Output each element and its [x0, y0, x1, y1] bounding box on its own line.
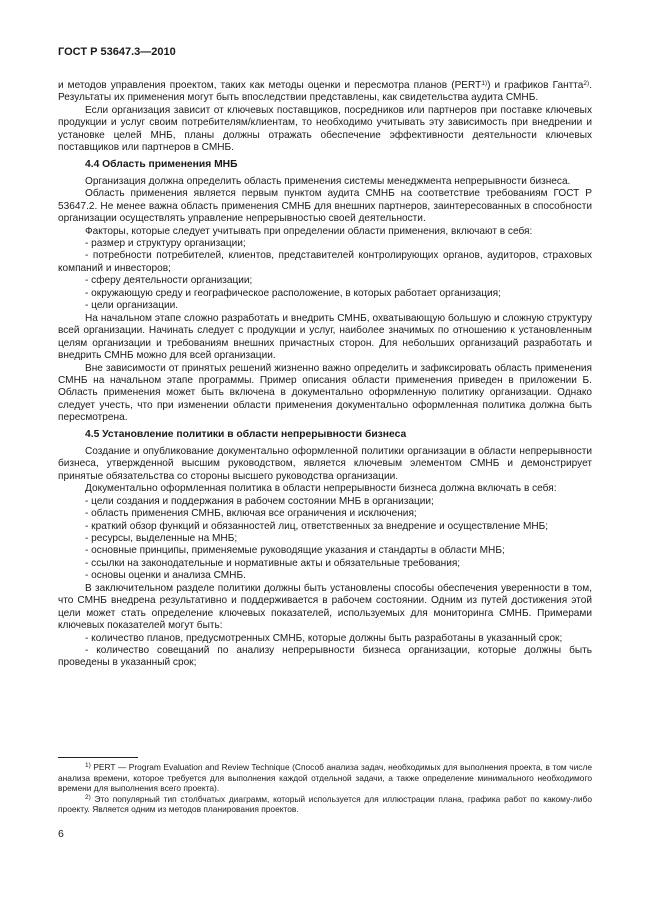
list-item: - цели создания и поддержания в рабочем состоянии МНБ в организации; — [85, 495, 434, 507]
list-item: - основные принципы, применяемые руководящие указания и стандарты в области МНБ; — [85, 545, 505, 557]
footnote-text: Это популярный тип столбчатых диаграмм, который используется для иллюстрации плана, графика работ по какому-либо проекту. Является одним из методов планирования проектов. — [58, 793, 592, 814]
list-item: - сферу деятельности организации; — [85, 275, 253, 287]
footnote-text: PERT — Program Evaluation and Review Technique (Способ анализа задач, необходимых для выполнения проекта, в том числе анализа времени, которое требуется для выполнения каждой отдельной задачи, а также определение минимального необходимого времени для выполнения всего проекта). — [58, 762, 592, 793]
footnotes — [58, 762, 592, 815]
paragraph: В заключительном разделе политики должны быть установлены способы обеспечения уверенности в том, что СМНБ внедрена результативно и поддерживается в рабочем состоянии. Одним из путей достижения этой цели может стать определение ключевых показателей, используемых для мониторинга СМНБ. Примерами ключевых показателей могут быть: — [58, 582, 592, 632]
paragraph: Создание и опубликование документально оформленной политики организации в области непрерывности бизнеса, утвержденной высшим руководством, является ключевым элементом СМНБ и демонстрирует принятые обязательства со стороны высшего руководства организации. — [58, 445, 592, 482]
paragraph: Факторы, которые следует учитывать при определении области применения, включают в себя: — [85, 225, 533, 237]
list-item: - цели организации. — [85, 300, 179, 312]
paragraph: Вне зависимости от принятых решений жизненно важно определить и зафиксировать область применения СМНБ на начальном этапе программы. Пример описания области применения приведен в приложении Б. Область применения может быть включена в документально оформленную политику организации. Однако следует учесть, что при изменении области применения документально оформленная политика должна быть пересмотрена. — [58, 362, 592, 424]
intro-paragraph-2: Если организация зависит от ключевых поставщиков, посредников или партнеров при поставке ключевых продукции и услуг своим потребителям/клиентам, то необходимо учитывать эту зависимость при внедрении и установке целей МНБ, планы должны отражать обеспечение эффективности деятельности ключевых поставщиков или партнеров в СМНБ. — [58, 104, 592, 154]
footnote-mark: 2) — [85, 793, 91, 801]
list-item: - область применения СМНБ, включая все ограничения и исключения; — [85, 508, 417, 520]
list-item: - основы оценки и анализа СМНБ. — [85, 570, 246, 582]
paragraph: Организация должна определить область применения системы менеджмента непрерывности бизнеса. — [85, 175, 571, 187]
section-heading-4-4: 4.4 Область применения МНБ — [85, 158, 238, 170]
text-run: . Результаты их применения могут быть впоследствии представлены, как свидетельства аудита СМНБ. — [58, 80, 593, 104]
list-item: - количество планов, предусмотренных СМНБ, которые должны быть разработаны в указанный срок; — [85, 632, 563, 644]
paragraph: На начальном этапе сложно разработать и внедрить СМНБ, охватывающую большую и сложную структуру всей организации. Начинать следует с продукции и услуг, наиболее значимых по отношению к установленным целям организации и требованиям внешних причастных сторон. Для небольших организаций разработать и внедрить СМНБ можно для всей организации. — [58, 312, 592, 362]
paragraph: Документально оформленная политика в области непрерывности бизнеса должна включать в себя: — [85, 483, 557, 495]
main-content — [58, 80, 592, 670]
list-item: - ресурсы, выделенные на МНБ; — [85, 532, 238, 544]
intro-paragraph-1 — [58, 80, 592, 105]
list-item: - ссылки на законодательные и нормативные акты и обязательные требования; — [85, 557, 461, 569]
list-item: - потребности потребителей, клиентов, представителей контролирующих органов, аудиторов, страховых компаний и инвесторов; — [58, 250, 592, 274]
page-number: 6 — [58, 828, 64, 840]
footnote-ref-1: 1) — [481, 80, 488, 87]
footnote-mark: 1) — [85, 762, 91, 769]
footnote-2 — [58, 794, 592, 815]
list-item: - краткий обзор функций и обязанностей лиц, ответственных за внедрение и осуществление МНБ; — [85, 520, 549, 532]
text-run: и методов управления проектом, таких как методы оценки и пересмотра планов (PERT — [58, 80, 482, 91]
list-item: - окружающую среду и географическое расположение, в которых работает организация; — [85, 287, 501, 299]
section-heading-4-5: 4.5 Установление политики в области непрерывности бизнеса — [85, 428, 407, 440]
document-header: ГОСТ Р 53647.3—2010 — [58, 46, 176, 58]
footnote-ref-2: 2) — [583, 80, 590, 87]
footnote-1 — [58, 762, 592, 794]
list-item: - количество совещаний по анализу непрерывности бизнеса организации, которые должны быть проведены в указанный срок; — [58, 645, 592, 669]
paragraph: Область применения является первым пунктом аудита СМНБ на соответствие требованиям ГОСТ Р 53647.2. Не менее важна область применения СМНБ для внешних партнеров, заинтересованных в способности организации осуществлять управление непрерывностью своей деятельности. — [58, 188, 592, 225]
text-run: ) и графиков Гантта — [487, 80, 584, 91]
footnote-divider — [58, 757, 138, 758]
list-item: - размер и структуру организации; — [85, 237, 246, 249]
